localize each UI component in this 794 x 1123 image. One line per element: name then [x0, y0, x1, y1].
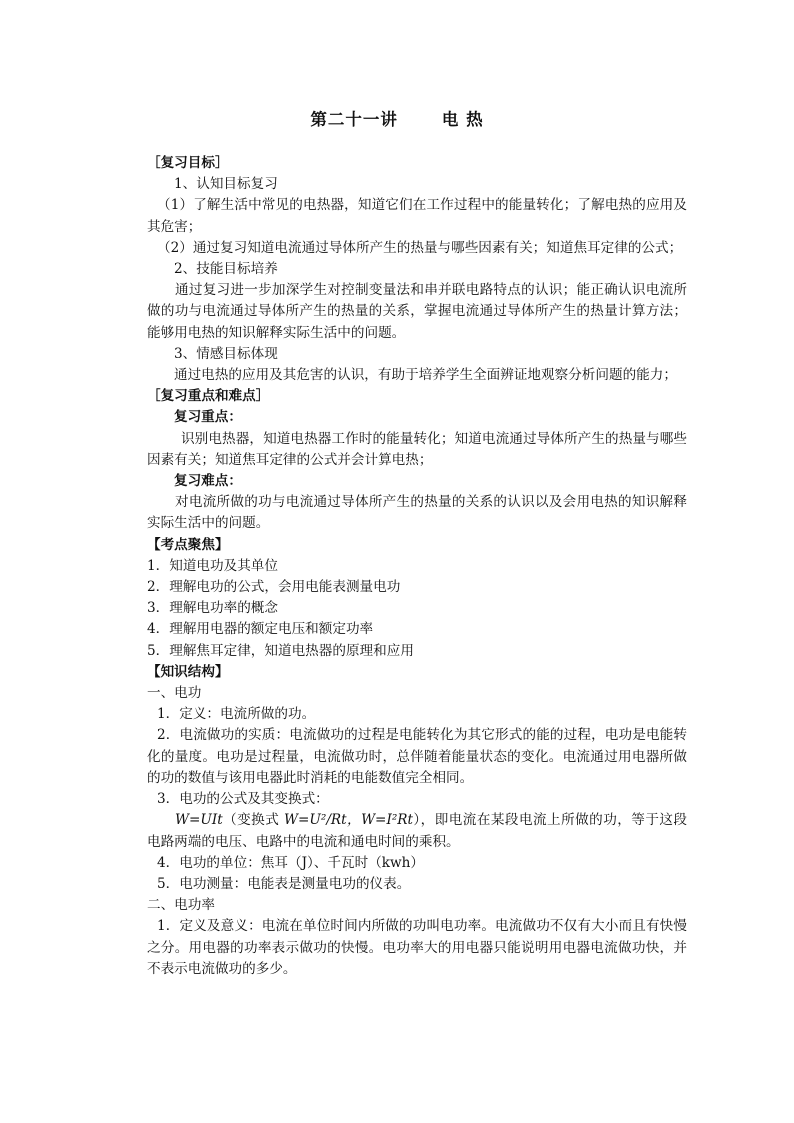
paragraph: 4．电功的单位：焦耳（J）、千瓦时（kwh）	[157, 854, 425, 871]
paragraph: 识别电热器，知道电热器工作时的能量转化；知道电流通过导体所产生的热量与哪些因素有关；知道焦耳定律的公式并会计算电热；	[147, 430, 687, 468]
formula-paragraph: W=UIt（变换式 W=U²/Rt，W=I²Rt），即电流在某段电流上所做的功，等于这段电路两端的电压、电路中的电流和通电时间的乘积。	[147, 812, 687, 850]
paragraph: 2．电流做功的实质：电流做功的过程是电能转化为其它形式的能的过程，电功是电能转化的量度。电功是过程量，电流做功时，总伴随着能量状态的变化。电流通过用电器所做的功的数值与该用电器此时消耗的电能数值完全相同。	[147, 727, 687, 786]
paragraph: 通过电热的应用及其危害的认识，有助于培养学生全面辨证地观察分析问题的能力；	[174, 367, 677, 384]
title-topic: 电 热	[441, 110, 484, 129]
paragraph: （2）通过复习知道电流通过导体所产生的热量与哪些因素有关；知道焦耳定律的公式；	[157, 239, 683, 256]
paragraph: 5．电功测量：电能表是测量电功的仪表。	[157, 875, 411, 892]
section-heading-knowledge-structure: 【知识结构】	[147, 663, 229, 680]
list-item: 2．理解电功的公式，会用电能表测量电功	[147, 579, 401, 596]
list-item: 1．知道电功及其单位	[147, 557, 278, 574]
section-heading-exam-focus: 【考点聚焦】	[147, 536, 229, 553]
subheading-key-points: 复习重点：	[174, 409, 242, 426]
paragraph: 3、情感目标体现	[174, 345, 278, 362]
paragraph: 1．定义：电流所做的功。	[157, 706, 316, 723]
list-item: 4．理解用电器的额定电压和额定功率	[147, 621, 374, 638]
list-item: 5．理解焦耳定律，知道电热器的原理和应用	[147, 642, 414, 659]
formula-work: W=UIt	[175, 812, 223, 829]
subheading-difficulties: 复习难点：	[174, 473, 242, 490]
paragraph: 1．定义及意义：电流在单位时间内所做的功叫电功率。电流做功不仅有大小而且有快慢之分。用电器的功率表示做功的快慢。电功率大的用电器只能说明用电器电流做功快，并不表示电流做功的多少。	[147, 918, 687, 977]
title-lecture-number: 第二十一讲	[310, 110, 398, 129]
paragraph: 对电流所做的功与电流通过导体所产生的热量的关系的认识以及会用电热的知识解释实际生活中的问题。	[147, 494, 687, 532]
document-body	[147, 153, 687, 980]
paragraph: 2、技能目标培养	[174, 261, 278, 278]
paragraph: 3．电功的公式及其变换式：	[157, 791, 329, 808]
paragraph: （1）了解生活中常见的电热器，知道它们在工作过程中的能量转化；了解电热的应用及其危害；	[147, 197, 687, 235]
list-item: 3．理解电功率的概念	[147, 600, 278, 617]
section-heading-review-goals: ［复习目标］	[147, 155, 229, 171]
subsection-heading: 一、电功	[147, 685, 202, 702]
section-heading-key-points: ［复习重点和难点］	[147, 388, 270, 405]
formula-work-variants: W=U²/Rt，W=I²Rt	[284, 812, 413, 829]
subsection-heading: 二、电功率	[147, 897, 215, 914]
paragraph: 通过复习进一步加深学生对控制变量法和串并联电路特点的认识；能正确认识电流所做的功与电流通过导体所产生的热量的关系，掌握电流通过导体所产生的热量计算方法；能够用电热的知识解释实际生活中的问题。	[147, 282, 687, 341]
paragraph: 1、认知目标复习	[174, 176, 278, 193]
page-title	[0, 106, 794, 130]
